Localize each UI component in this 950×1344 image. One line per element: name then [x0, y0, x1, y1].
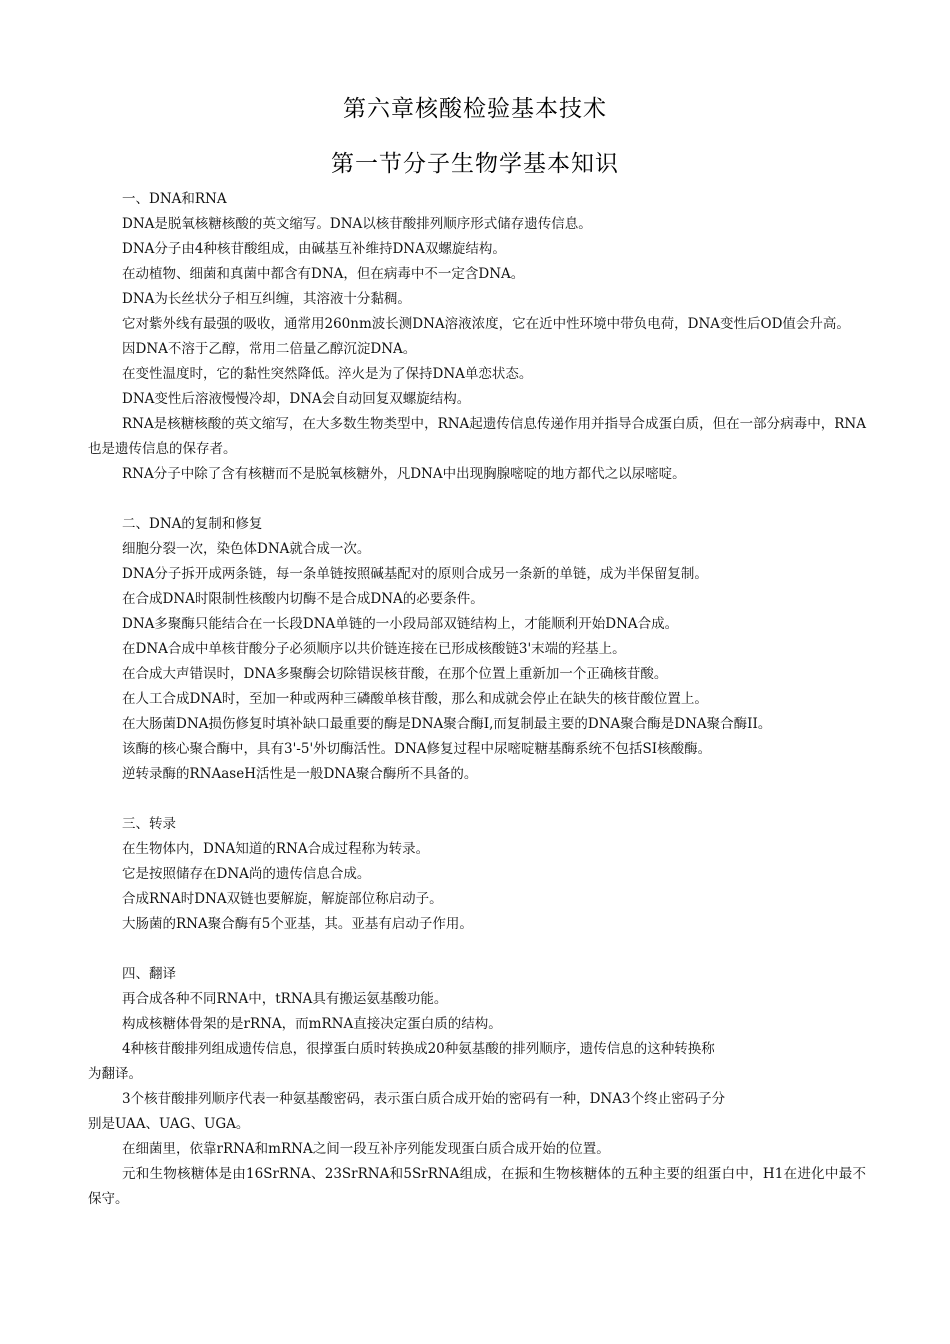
paragraph: DNA分子拆开成两条链，每一条单链按照碱基配对的原则合成另一条新的单链，成为半保留复制。 — [122, 566, 708, 582]
paragraph: 构成核糖体骨架的是rRNA，而mRNA直接决定蛋白质的结构。 — [122, 1016, 502, 1032]
paragraph: 3个核苷酸排列顺序代表一种氨基酸密码，表示蛋白质合成开始的密码有一种，DNA3个终止密码子分 — [122, 1091, 726, 1107]
paragraph: RNA是核糖核酸的英文缩写，在大多数生物类型中，RNA起遗传信息传递作用并指导合成蛋白质，但在一部分病毒中，RNA也是遗传信息的保存者。 — [88, 416, 866, 457]
paragraph: 逆转录酶的RNAaseH活性是一般DNA聚合酶所不具备的。 — [122, 766, 478, 782]
paragraph: 在人工合成DNA时，至加一种或两种三磷酸单核苷酸，那么和成就会停止在缺失的核苷酸位置上。 — [122, 691, 708, 707]
paragraph: 在合成大声错误时，DNA多聚酶会切除错误核苷酸，在那个位置上重新加一个正确核苷酸。 — [122, 666, 668, 682]
section-spacer — [88, 487, 866, 512]
paragraph: 在变性温度时，它的黏性突然降低。淬火是为了保持DNA单恋状态。 — [122, 366, 533, 382]
paragraph: 该酶的核心聚合酶中，具有3'-5'外切酶活性。DNA修复过程中尿嘧啶糖基酶系统不包括SI核酸酶。 — [122, 741, 712, 757]
section-title: 第一节分子生物学基本知识 — [331, 151, 619, 177]
paragraph: 在生物体内，DNA知道的RNA合成过程称为转录。 — [122, 841, 430, 857]
paragraph: 它是按照储存在DNA尚的遗传信息合成。 — [122, 866, 371, 882]
paragraph: DNA分子由4种核苷酸组成，由碱基互补维持DNA双螺旋结构。 — [122, 241, 506, 257]
paragraph: 在动植物、细菌和真菌中都含有DNA，但在病毒中不一定含DNA。 — [122, 266, 525, 282]
paragraph: DNA是脱氧核糖核酸的英文缩写。DNA以核苷酸排列顺序形式储存遗传信息。 — [122, 216, 592, 232]
section-heading: 二、DNA的复制和修复 — [122, 516, 263, 532]
paragraph-continuation: 为翻译。 — [88, 1066, 142, 1082]
section-heading: 一、DNA和RNA — [122, 191, 227, 207]
section-spacer — [88, 787, 866, 812]
paragraph: DNA变性后溶液慢慢冷却，DNA会自动回复双螺旋结构。 — [122, 391, 471, 407]
paragraph: 合成RNA时DNA双链也要解旋，解旋部位称启动子。 — [122, 891, 443, 907]
paragraph: 大肠菌的RNA聚合酶有5个亚基，其。亚基有启动子作用。 — [122, 916, 473, 932]
paragraph: RNA分子中除了含有核糖而不是脱氧核糖外，凡DNA中出现胸腺嘧啶的地方都代之以尿嘧啶。 — [122, 466, 686, 482]
paragraph: 细胞分裂一次，染色体DNA就合成一次。 — [122, 541, 371, 557]
paragraph: 4种核苷酸排列组成遗传信息，很撑蛋白质时转换成20种氨基酸的排列顺序，遗传信息的这种转换称 — [122, 1041, 715, 1057]
paragraph: 在合成DNA时限制性核酸内切酶不是合成DNA的必要条件。 — [122, 591, 484, 607]
paragraph: 在细菌里，依靠rRNA和mRNA之间一段互补序列能发现蛋白质合成开始的位置。 — [122, 1141, 610, 1157]
section-spacer — [88, 937, 866, 962]
paragraph: 元和生物核糖体是由16SrRNA、23SrRNA和5SrRNA组成，在振和生物核糖体的五种主要的组蛋白中，H1在进化中最不保守。 — [88, 1166, 866, 1207]
paragraph: DNA多聚酶只能结合在一长段DNA单链的一小段局部双链结构上，才能顺利开始DNA合成。 — [122, 616, 679, 632]
paragraph-continuation: 别是UAA、UAG、UGA。 — [88, 1116, 250, 1132]
paragraph: 在DNA合成中单核苷酸分子必须顺序以共价链连接在已形成核酸链3'末端的羟基上。 — [122, 641, 626, 657]
section-heading: 三、转录 — [122, 816, 176, 832]
chapter-title: 第六章核酸检验基本技术 — [343, 96, 607, 122]
paragraph: 因DNA不溶于乙醇，常用二倍量乙醇沉淀DNA。 — [122, 341, 417, 357]
paragraph: 在大肠菌DNA损伤修复时填补缺口最重要的酶是DNA聚合酶I,而复制最主要的DNA聚合酶是DNA聚合酶II。 — [122, 716, 772, 732]
section-heading: 四、翻译 — [122, 966, 176, 982]
paragraph: 它对紫外线有最强的吸收，通常用260nm波长测DNA溶液浓度，它在近中性环境中带负电荷，DNA变性后OD值会升高。 — [122, 316, 850, 332]
document-body — [88, 187, 866, 1212]
paragraph: DNA为长丝状分子相互纠缠，其溶液十分黏稠。 — [122, 291, 411, 307]
paragraph: 再合成各种不同RNA中，tRNA具有搬运氨基酸功能。 — [122, 991, 448, 1007]
